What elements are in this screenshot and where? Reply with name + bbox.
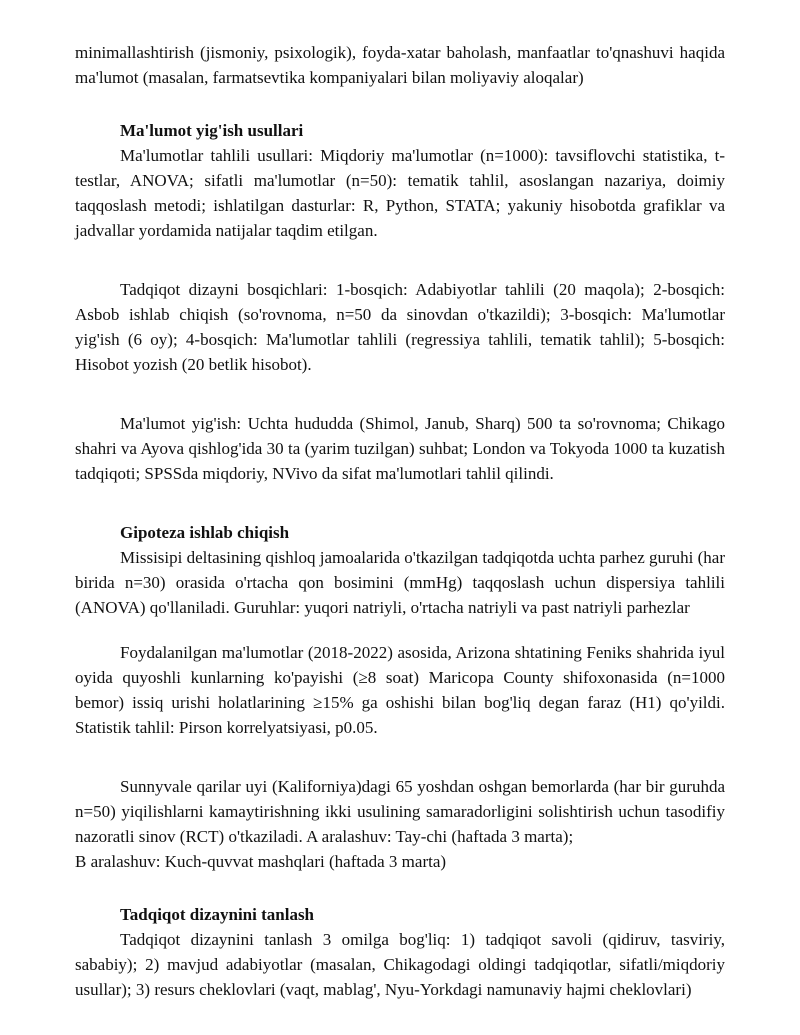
paragraph-data-collection: Ma'lumot yig'ish: Uchta hududda (Shimol, Janub, Sharq) 500 ta so'rovnoma; Chikago shahri va Ayova qishlog'ida 30 ta (yarim tuzilgan) suhbat; London va Tokyoda 1000 ta kuzatish tadqiqoti; SPSSda miqdoriy, NVivo da sifat ma'lumotlari tahlil qilindi. — [75, 414, 725, 483]
paragraph-analysis-methods: Ma'lumotlar tahlili usullari: Miqdoriy ma'lumotlar (n=1000): tavsiflovchi statistika, t-testlar, ANOVA; sifatli ma'lumotlar (n=50): tematik tahlil, asoslangan nazariya, doimiy taqqoslash metodi; ishlatilgan dasturlar: R, Python, STATA; yakuniy hisobotda grafiklar va jadvallar yordamida natijalar taqdim etilgan. — [75, 146, 725, 240]
document-page — [75, 40, 725, 1002]
paragraph-design-selection: Tadqiqot dizaynini tanlash 3 omilga bog'liq: 1) tadqiqot savoli (qidiruv, tasviriy, sababiy); 2) mavjud adabiyotlar (masalan, Chikagodagi oldingi tadqiqotlar, sifatli/miqdoriy usullar); 3) resurs cheklovlari (vaqt, mablag', Nyu-Yorkdagi namunaviy hajmi cheklovlari) — [75, 930, 725, 999]
paragraph-anova-study: Missisipi deltasining qishloq jamoalarida o'tkazilgan tadqiqotda uchta parhez guruhi (har birida n=30) orasida o'rtacha qon bosimini (mmHg) taqqoslash uchun dispersiya tahlili (ANOVA) qo'llaniladi. Guruhlar: yuqori natriyli, o'rtacha natriyli va past natriyli parhezlar — [75, 548, 725, 617]
paragraph-design-stages: Tadqiqot dizayni bosqichlari: 1-bosqich: Adabiyotlar tahlili (20 maqola); 2-bosqich: Asbob ishlab chiqish (so'rovnoma, n=50 da sinovdan o'tkazildi); 3-bosqich: Ma'lumotlar yig'ish (6 oy); 4-bosqich: Ma'lumotlar tahlili (regressiya tahlili, tematik tahlil); 5-bosqich: Hisobot yozish (20 betlik hisobot). — [75, 280, 725, 374]
paragraph-rct-intervention-b: B aralashuv: Kuch-quvvat mashqlari (haftada 3 marta) — [75, 852, 447, 871]
intro-paragraph: minimallashtirish (jismoniy, psixologik), foyda-xatar baholash, manfaatlar to'qnashuvi haqida ma'lumot (masalan, farmatsevtika kompaniyalari bilan moliyaviy aloqalar) — [75, 43, 725, 87]
heading-hypothesis-development: Gipoteza ishlab chiqish — [120, 523, 290, 542]
paragraph-heatstroke-hypothesis: Foydalanilgan ma'lumotlar (2018-2022) asosida, Arizona shtatining Feniks shahrida iyul oyida quyoshli kunlarning ko'payishi (≥8 soat) Maricopa County shifoxonasida (n=1000 bemor) issiq urishi holatlarining ≥15% ga oshishi bilan bog'liq degan faraz (H1) qo'yildi. Statistik tahlil: Pirson korrelyatsiyasi, p0.05. — [75, 643, 725, 737]
paragraph-rct-study: Sunnyvale qarilar uyi (Kaliforniya)dagi 65 yoshdan oshgan bemorlarda (har bir guruhda n=50) yiqilishlarni kamaytirishning ikki usulining samaradorligini solishtirish uchun tasodifiy nazoratli sinov (RCT) o'tkaziladi. A aralashuv: Tay-chi (haftada 3 marta); — [75, 777, 725, 846]
heading-research-design-selection: Tadqiqot dizaynini tanlash — [120, 905, 315, 924]
heading-data-collection-methods: Ma'lumot yig'ish usullari — [120, 121, 304, 140]
